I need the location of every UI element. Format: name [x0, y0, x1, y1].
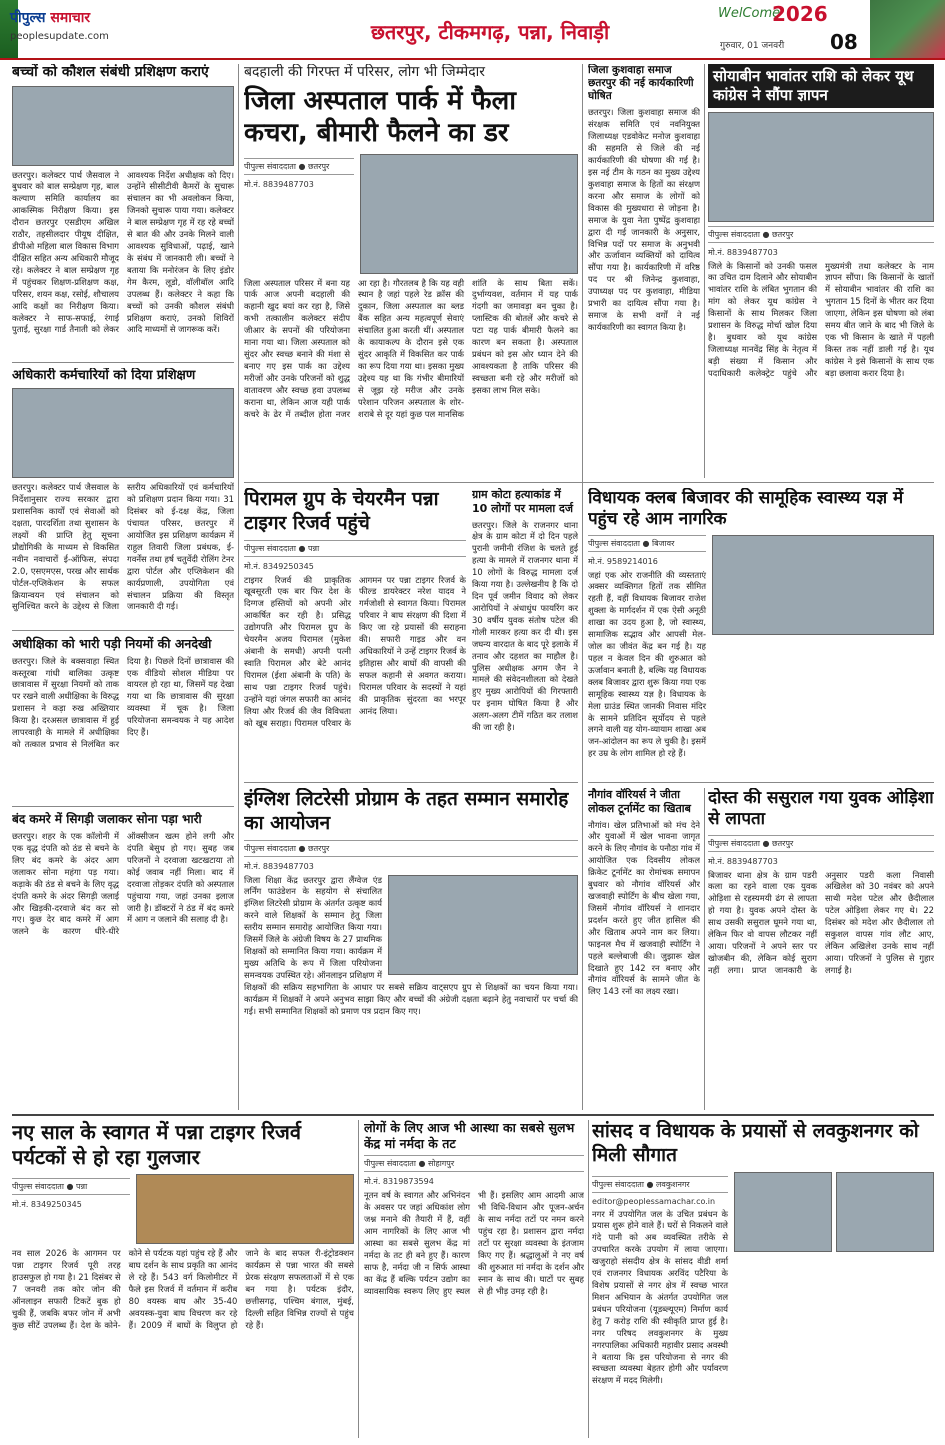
photo-tiger: [136, 1174, 354, 1244]
headline: लोगों के लिए आज भी आस्था का सबसे सुलभ केंद्र मां नर्मदा के तट: [364, 1120, 575, 1151]
story-body: छतरपुर। जिला कुशवाहा समाज की संरक्षक समिति एवं नवनियुक्त जिलाध्यक्ष एडवोकेट मनोज कुशवाहा की सहमति से जिले की नई कार्यकारिणी की घोषणा की गई है। इस नई टीम के गठन का मुख्य उद्देश्य कुशवाहा समाज के हितों का संरक्षण करना और समाज के लोगों को विकास की मुख्यधारा से जोड़ना है। समाज के युवा नेता पुष्पेंद्र कुशवाहा द्वारा दी गई जानकारी के अनुसार, विभिन्न पदों पर समाज के अनुभवी और ऊर्जावान व्यक्तियों को दायित्व सौंपा गया है। कार्यकारिणी में वरिष्ठ पद पर श्री जिनेन्द्र कुशवाहा, उपाध्यक्ष पद पर कुशवाहा, मीडिया प्रभारी का दायित्व सौंपा गया है। समाज के सभी वर्गों ने नई कार्यकारिणी का स्वागत किया है।: [588, 107, 700, 332]
issue-date: गुरुवार, 01 जनवरी: [720, 41, 785, 51]
page-number: 08: [830, 30, 858, 54]
story-body: छतरपुर। शहर के एक कॉलोनी में एक वृद्ध दंपति को ठंड से बचने के लिए बंद कमरे के अंदर आग जलाकर सोना महंगा पड़ गया। कड़ाके की ठंड से बचने के लिए वृद्ध दंपति कमरे के अंदर सिगड़ी जलाई और खिड़की-दरवाजे बंद कर सो गए। कुछ देर बाद कमरे में आग जलने के कारण धीरे-धीरे ऑक्सीजन खत्म होने लगी और दंपति बेसुध हो गए। सुबह जब परिजनों ने दरवाजा खटखटाया तो कोई जवाब नहीं मिला। बाद में दरवाजा तोड़कर दंपति को अस्पताल पहुंचाया गया, जहां उनका इलाज जारी है। डॉक्टरों ने ठंड में बंद कमरे में आग न जलाने की सलाह दी है।: [12, 831, 234, 937]
story-sigdi[interactable]: [12, 812, 234, 1112]
story-body: जहां एक ओर राजनीति की व्यस्तताएं अक्सर व्यक्तिगत हितों तक सीमित रहती हैं, वहीं विधायक बिजावर राजेश शुक्ला के मार्गदर्शन में एक ऐसी अनूठी शाखा का उदय हुआ है, जो स्वास्थ्य, सामाजिक सद्भाव और आपसी मेल-जोल का जीवंत केंद्र बन गई है। यह पहल न केवल दिन की शुरुआत को ऊर्जावान बनाती है, बल्कि यह विधायक क्लब बिजावर द्वारा शुरू किया गया एक सामूहिक स्वास्थ्य यज्ञ है। विधायक के मेला ग्राउंड स्थित जानकी निवास मंदिर के सामने प्रतिदिन सूर्योदय से पहले लगने वाली यह योग-व्यायाम शाखा अब जन-आंदोलन का रूप ले चुकी है। इसमें हर उम्र के लोग शामिल हो रहे हैं।: [588, 569, 706, 759]
story-prashikshan[interactable]: [12, 368, 234, 628]
section-title: छतरपुर, टीकमगढ़, पन्ना, निवाड़ी: [370, 20, 610, 44]
story-body: नूतन वर्ष के स्वागत और अभिनंदन के अवसर पर जहां अधिकांश लोग जश्न मनाने की तैयारी में हैं, वहीं आम नागरिकों के लिए आज भी आस्था का सबसे सुलभ केंद्र मां नर्मदा के तट ही बने हुए हैं। कारण साफ है, नर्मदा जी न सिर्फ आस्था का केंद्र हैं बल्कि पर्यटन उद्योग का व्यावसायिक स्वरूप लिए हुए स्थल भी हैं। इसलिए आम आदमी आज भी विधि-विधान और पूजन-अर्चन के साथ नर्मदा तटों पर नमन करने पहुंच रहा है। प्रशासन द्वारा नर्मदा तटों पर सुरक्षा व्यवस्था के इंतजाम किए गए हैं। श्रद्धालुओं ने नए वर्ष की शुरुआत मां नर्मदा के दर्शन और स्नान के साथ की। घाटों पर सुबह से ही भीड़ उमड़ रही है।: [364, 1190, 584, 1296]
headline: विधायक क्लब बिजावर की सामूहिक स्वास्थ्य यज्ञ में पहुंच रहे आम नागरिक: [588, 488, 904, 530]
story-kushwaha[interactable]: [588, 64, 700, 478]
mobile-number: मो.नं. 8839487703: [708, 856, 778, 866]
mobile-number: मो.नं. 8319873594: [364, 1177, 434, 1187]
editor-email[interactable]: editor@peoplessamachar.co.in: [592, 1196, 716, 1206]
byline: पीपुल्स संवाददाता ● छतरपुर: [244, 158, 354, 175]
mobile-number: मो.नं. 8839487703: [708, 247, 778, 257]
story-body: नौगांव। खेल प्रतिभाओं को मंच देने और युवाओं में खेल भावना जागृत करने के लिए नौगांव के पनौठा गांव में आयोजित एक दिवसीय लोकल क्रिकेट टूर्नामेंट का रोमांचक समापन बुधवार को नौगांव वॉरियर्स और खजवाही स्पोर्टिंग के बीच खेला गया, जिसमें नौगांव वॉरियर्स ने शानदार प्रदर्शन करते हुए जीत हासिल की और खिताब अपने नाम कर लिया। फाइनल मैच में खजवाही स्पोर्टिंग ने पहले बल्लेबाजी की। जुझारू खेल दिखाते हुए 142 रन बनाए और नौगांव वॉरियर्स के सामने जीत के लिए 143 रनों का लक्ष्य रखा।: [588, 819, 700, 997]
headline: अधिकारी कर्मचारियों को दिया प्रशिक्षण: [12, 368, 196, 383]
byline: पीपुल्स संवाददाता ● छतरपुर: [708, 835, 934, 852]
headline: दोस्त की ससुराल गया युवक ओड़िशा से लापता: [708, 788, 934, 830]
story-adhikshak[interactable]: [12, 636, 234, 804]
story-body: छतरपुर। जिले के राजनगर थाना क्षेत्र के ग्राम कोटा में दो दिन पहले पुरानी जमीनी रंजिश के चलते हुई हत्या के मामले में राजनगर थाना में 10 लोगों के विरुद्ध मामला दर्ज किया गया है। उल्लेखनीय है कि दो दिन पूर्व जमीन विवाद को लेकर आरोपियों ने अंधाधुंध फायरिंग कर 30 वर्षीय युवक संतोष पटेल की गोली मारकर हत्या कर दी थी। इस जघन्य वारदात के बाद पूरे इलाके में तनाव और दहशत का माहौल है। पुलिस अधीक्षक अगम जैन ने मामले की संवेदनशीलता को देखते हुए मुख्य आरोपियों की गिरफ्तारी पर इनाम घोषित किया है और अलग-अलग टीमें गठित कर तलाश की जा रही है।: [472, 519, 578, 733]
byline: पीपुल्स संवाददाता ● बिजावर: [588, 535, 706, 552]
story-gramkota[interactable]: [472, 488, 578, 780]
story-body: छतरपुर। कलेक्टर पार्थ जैसवाल ने बुधवार को बाल सम्प्रेक्षण गृह, बाल कल्याण समिति कार्यालय का आकस्मिक निरीक्षण किया। इस दौरान छतरपुर एसडीएम अखिल राठौर, तहसीलदार पीयूष दीक्षित, डीपीओ महिला बाल विकास विभाग दीक्षित सहित अन्य अधिकारी मौजूद रहे। कलेक्टर ने बाल सम्प्रेक्षण गृह में पहुंचकर शिक्षण-प्रशिक्षण कक्ष, परिसर, शयन कक्ष, रसोई, शौचालय आदि कक्षों का निरीक्षण किया। कलेक्टर ने साफ-सफाई, रंगाई पुताई, सुरक्षा गार्ड तैनाती को लेकर आवश्यक निर्देश अधीक्षक को दिए। उन्होंने सीसीटीवी कैमरों के सुचारू संचालन का भी अवलोकन किया, जिनको सुचारू पाया गया। कलेक्टर ने बाल सम्प्रेक्षण गृह में रह रहे बच्चों से बात की और उनके मिलने वाली आवश्यक सुविधाओं, पढ़ाई, खाने के संबंध में जानकारी ली। बच्चों ने बताया कि मनोरंजन के लिए इंडोर गेम कैरम, लूडो, वॉलीबॉल आदि उपलब्ध हैं। कलेक्टर ने कहा कि बच्चों को उनकी कौशल संबंधी प्रशिक्षण कराएं, उनको शिविरों आदि माध्यमों से जागरूक करें।: [12, 169, 234, 335]
photo-training-hall: [12, 388, 234, 478]
photo-mp-portrait: [734, 1172, 832, 1252]
mobile-number: मो.नं. 8349250345: [244, 561, 314, 571]
byline: पीपुल्स संवाददाता ● लवकुशनगर: [592, 1176, 728, 1193]
byline: पीपुल्स संवाददाता ● छतरपुर: [244, 840, 578, 857]
photo-youth-congress-memorandum: [708, 112, 934, 222]
brand-name: पीपुल्स: [10, 10, 46, 26]
newspaper-logo[interactable]: [10, 8, 165, 52]
story-aspatal[interactable]: [244, 64, 578, 480]
mobile-number: मो.नं. 8349250345: [12, 1200, 82, 1209]
headline: ग्राम कोटा हत्याकांड में 10 लोगों पर मामला दर्ज: [472, 488, 574, 515]
website-url[interactable]: peoplesupdate.com: [10, 31, 109, 42]
story-body: टाइगर रिजर्व की प्राकृतिक खूबसूरती एक बार फिर देश के दिग्गज हस्तियों को अपनी ओर आकर्षित कर रही है। प्रसिद्ध उद्योगपति और पिरामल ग्रुप के चेयरमैन अजय पिरामल (मुकेश अंबानी के समधी) अपनी पत्नी स्वाति पिरामल और बेटे आनंद पिरामल (ईशा अंबानी के पति) के साथ पन्ना टाइगर रिजर्व पहुंचे। उन्होंने यहां जंगल सफारी का आनंद लिया और रिजर्व की जैव विविधता को खूब सराहा। पिरामल परिवार के आगमन पर पन्ना टाइगर रिजर्व के फील्ड डायरेक्टर नरेश यादव ने गर्मजोशी से स्वागत किया। पिरामल परिवार ने बाघ संरक्षण की दिशा में किए जा रहे प्रयासों की सराहना की। सफारी गाइड और वन अधिकारियों ने उन्हें टाइगर रिजर्व के इतिहास और बाघों की वापसी की सफल कहानी से अवगत कराया। पिरामल परिवार के सदस्यों ने यहां की प्राकृतिक सुंदरता का भरपूर आनंद लिया।: [244, 574, 466, 728]
story-kaushal[interactable]: [12, 64, 234, 360]
byline: पीपुल्स संवाददाता ● छतरपुर: [708, 226, 934, 243]
headline: अधीक्षिका को भारी पड़ी नियमों की अनदेखी: [12, 636, 212, 651]
story-odisha[interactable]: [708, 788, 934, 1110]
photo-mla-portrait: [836, 1172, 934, 1252]
story-body: जिले के किसानों को उनकी फसल का उचित दाम दिलाने और सोयाबीन भावांतर राशि के लंबित भुगतान की मांग को लेकर यूथ कांग्रेस ने किसानों के साथ मिलकर जिला प्रशासन के विरुद्ध मोर्चा खोल दिया है। बुधवार को यूथ कांग्रेस जिलाध्यक्ष मानवेंद्र सिंह के नेतृत्व में बड़ी संख्या में किसान और पदाधिकारी कलेक्ट्रेट पहुंचे और मुख्यमंत्री तथा कलेक्टर के नाम ज्ञापन सौंपा। कि किसानों के खातों में सोयाबीन भावांतर की राशि का भुगतान 15 दिनों के भीतर कर दिया जाएगा, लेकिन इस घोषणा को लंबा समय बीत जाने के बाद भी जिले के एक भी किसान के खाते में पहली किस्त तक नहीं डाली गई है। यूथ कांग्रेस ने इसे किसानों के साथ एक बड़ा छलावा करार दिया है।: [708, 260, 934, 378]
headline: बंद कमरे में सिगड़ी जलाकर सोना पड़ा भारी: [12, 812, 202, 826]
story-nowgaon[interactable]: [588, 788, 700, 1110]
story-vidhayak[interactable]: [588, 488, 934, 780]
story-tiger[interactable]: [12, 1120, 354, 1438]
mobile-number: मो.नं. 9589214016: [588, 556, 658, 566]
headline: बच्चों को कौशल संबंधी प्रशिक्षण कराएं: [12, 64, 209, 80]
mobile-number: मो.नं. 8839487703: [244, 179, 314, 189]
headline: जिला कुशवाहा समाज छतरपुर की नई कार्यकारिणी घोषित: [588, 64, 694, 103]
headline: पिरामल ग्रुप के चेयरमैन पन्ना टाइगर रिजर्व पहुंचे: [244, 488, 439, 534]
headline: नौगांव वॉरियर्स ने जीता लोकल टूर्नामेंट का खिताब: [588, 788, 691, 815]
photo-yoga-group: [712, 535, 934, 635]
photo-collector-visit: [12, 86, 234, 166]
story-engliteracy[interactable]: [244, 788, 578, 1110]
byline: पीपुल्स संवाददाता ● सोहागपुर: [364, 1155, 584, 1172]
story-body: नव साल 2026 के आगमन पर पन्ना टाइगर रिजर्व पूरी तरह हाउसफुल हो गया है। 21 दिसंबर से 7 जनवरी तक कोर जोन की ऑनलाइन सफारी टिकटें बुक हो चुकी हैं, जबकि बफर जोन में अभी कुछ सीटें उपलब्ध हैं। देश के कोने-कोने से पर्यटक यहां पहुंच रहे हैं और बाघ दर्शन के साथ प्रकृति का आनंद ले रहे हैं। 543 वर्ग किलोमीटर में फैले इस रिजर्व में वर्तमान में करीब 80 वयस्क बाघ और 35-40 अवयस्क-युवा बाघ विचरण कर रहे हैं। 2009 में बाघों के विलुप्त हो जाने के बाद सफल री-इंट्रोडक्शन कार्यक्रम से पन्ना भारत की सबसे प्रेरक संरक्षण सफलताओं में से एक बन गया है। पर्यटक इंदौर, छत्तीसगढ़, पश्चिम बंगाल, मुंबई, दिल्ली सहित विभिन्न राज्यों से पहुंच रहे हैं।: [12, 1248, 354, 1330]
masthead: [0, 0, 945, 60]
story-body: जिला अस्पताल परिसर में बना यह पार्क आज अपनी बदहाली की कहानी खुद बयां कर रहा है, जिसे कभी तत्कालीन कलेक्टर संदीप जीआर के सपनों की परियोजना माना गया था। जिला अस्पताल को सुंदर और स्वच्छ बनाने की मंशा से बनाए गए इस पार्क का उद्देश्य मरीजों और उनके परिजनों को शुद्ध वातावरण और स्वच्छ हवा उपलब्ध कराना था, लेकिन आज यही पार्क कचरे के ढेर में तब्दील होता नजर आ रहा है। गौरतलब है कि यह वही स्थान है जहां पहले रेड क्रॉस की दुकान, जिला अस्पताल का ब्लड बैंक सहित अन्य महत्वपूर्ण सेवाएं संचालित हुआ करती थीं। अस्पताल के कायाकल्प के दौरान इसे एक सुंदर आकृति में विकसित कर पार्क का रूप दिया गया था। इसका मुख्य उद्देश्य यह था कि गंभीर बीमारियों से जूझ रहे मरीज और उनके परेशान परिजन अस्पताल के शोर-शराबे से दूर यहां कुछ पल मानसिक शांति के साथ बिता सकें। दुर्भाग्यवश, वर्तमान में यह पार्क गंदगी का जमावड़ा बन चुका है। प्लास्टिक की बोतलें और कचरे से पटा यह पार्क बीमारी फैलने का कारण बन सकता है। अस्पताल प्रबंधन को इस ओर ध्यान देने की आवश्यकता है ताकि परिसर की स्वच्छता बनी रहे और मरीजों को इसका लाभ मिल सके।: [244, 277, 578, 419]
story-piramal[interactable]: [244, 488, 466, 780]
photo-teachers-group: [388, 875, 578, 975]
story-body: नगर में उपयोगित जल के उचित प्रबंधन के प्रयास शुरू होने वाले हैं। घरों से निकलने वाले गंदे पानी को अब व्यवस्थित तरीके से उपचारित करके उपयोग में लाया जाएगा। खजुराहो संसदीय क्षेत्र के सांसद वीडी शर्मा एवं राजनगर विधायक अरविंद पटैरिया के विशेष प्रयासों से नगर क्षेत्र में स्वच्छ भारत मिशन अभियान के अंतर्गत उपयोगित जल प्रबंधन परियोजना (यूडब्ल्यूएम) निर्माण कार्य हेतु 7 करोड़ राशि की स्वीकृति प्राप्त हुई है। नगर परिषद लवकुशनगर के मुख्य नगरपालिका अधिकारी महावीर प्रसाद अवस्थी ने बताया कि इस परियोजना से नगर की स्वच्छता व्यवस्था बेहतर होगी और पर्यावरण संरक्षण में मदद मिलेगी।: [592, 1208, 728, 1386]
story-body: छतरपुर। जिले के बक्सवाहा स्थित कस्तूरबा गांधी बालिका उत्कृष्ट छात्रावास में सुरक्षा नियमों को ताक पर रखने वाली अधीक्षिका के विरुद्ध प्रशासन ने कड़ा रुख अख्तियार किया है। दरअसल छात्रावास में हुई लापरवाही के मामले में अधीक्षिका को तत्काल प्रभाव से निलंबित कर दिया है। पिछले दिनों छात्रावास की एक वीडियो सोशल मीडिया पर वायरल हो रहा था, जिसमें यह देखा गया था कि छात्रावास की सुरक्षा व्यवस्था में चूक है। जिला परियोजना समन्वयक ने यह आदेश दिए हैं।: [12, 655, 234, 750]
byline: पीपुल्स संवाददाता ● पन्ना: [244, 540, 466, 557]
story-body: बिजावर थाना क्षेत्र के ग्राम पडरी कला का रहने वाला एक युवक ओड़िशा से रहस्यमयी ढंग से लापता हो गया है। युवक अपने दोस्त के साथ उसकी ससुराल घूमने गया था, लेकिन फिर वो वापस लौटकर नहीं आया। परिजनों ने अपने स्तर पर खोजबीन की, लेकिन कोई सुराग नहीं लगा। प्राप्त जानकारी के अनुसार पडरी कला निवासी अखिलेश को 30 नवंबर को अपने साथी मदेश पटेल और छैदीलाल पटेल ओड़िशा लेकर गए थे। 22 दिसंबर को मदेश और छैदीलाल तो सकुशल वापस गांव लौट आए, लेकिन अखिलेश उनके साथ नहीं आया। परिजनों ने पुलिस से गुहार लगाई है।: [708, 869, 934, 975]
mobile-number: मो.नं. 8839487703: [244, 861, 314, 871]
holiday-decoration-right: [870, 0, 945, 58]
welcome-text: WelCome: [718, 6, 781, 21]
headline: सांसद व विधायक के प्रयासों से लवकुशनगर को मिली सौगात: [592, 1120, 919, 1166]
headline: नए साल के स्वागत में पन्ना टाइगर रिजर्व पर्यटकों से हो रहा गुलजार: [12, 1120, 301, 1169]
photo-hospital-park: [360, 154, 578, 274]
headline: इंग्लिश लिटरेसी प्रोग्राम के तहत सम्मान समारोह का आयोजन: [244, 788, 569, 834]
byline: पीपुल्स संवाददाता ● पन्ना: [12, 1178, 130, 1195]
headline: जिला अस्पताल पार्क में फैला कचरा, बीमारी फैलने का डर: [244, 85, 516, 148]
story-body: छतरपुर। कलेक्टर पार्थ जैसवाल के निर्देशानुसार राज्य सरकार द्वारा प्रशासनिक कार्यों एवं सेवाओं को दक्षता, पारदर्शिता तथा सुशासन के लक्ष्यों की प्राप्ति हेतु सूचना प्रौद्योगिकी के माध्यम से विकसित नवीन नवाचारों ई-ऑफिस, संपदा 2.0, एसएमएस, परख और सार्थक पोर्टल-एप्लिकेशन के सफल क्रियान्वयन एवं संचालन को सुनिश्चित करने के उद्देश्य से जिला स्तरीय अधिकारियों एवं कर्मचारियों को प्रशिक्षण प्रदान किया गया। 31 दिसंबर को ई-दक्ष केंद्र, जिला पंचायत परिसर, छतरपुर में आयोजित इस प्रशिक्षण कार्यक्रम में राहुल तिवारी जिला प्रबंधक, ई-गवर्नेंस तथा हर्ष चतुर्वेदी रोलिंग टेनर द्वारा पोर्टल और एप्लिकेशन की कार्यप्रणाली, उपयोगिता एवं संचालन प्रक्रिया की विस्तृत जानकारी दी गई।: [12, 482, 234, 612]
story-body: जिला शिक्षा केंद्र छतरपुर द्वारा लैंग्वेज एंड लर्निंग फाउंडेशन के सहयोग से संचालित इंग्लिश लिटरेसी प्रोग्राम के अंतर्गत उत्कृष्ट कार्य करने वाले शिक्षकों के सम्मान हेतु जिला स्तरीय सम्मान समारोह आयोजित किया गया। जिसमें जिले के अंग्रेजी विषय के 27 प्राथमिक शिक्षकों को सम्मानित किया गया। कार्यक्रम में मुख्य अतिथि के रूप में जिला परियोजना समन्वयक उपस्थित रहे। ऑनलाइन प्रशिक्षण में शिक्षकों की सक्रिय सहभागिता के आधार पर सबसे सक्रिय वाट्सएप ग्रुप से शिक्षकों का चयन किया गया। कार्यक्रम में शिक्षकों ने अपने अनुभव साझा किए और बच्चों की अंग्रेजी दक्षता बढ़ाने हेतु नवाचारों पर चर्चा की गई। सभी सम्मानित शिक्षकों को प्रमाण पत्र प्रदान किए गए।: [244, 874, 578, 1016]
brand-accent: समाचार: [50, 10, 91, 26]
story-soybean[interactable]: [708, 64, 934, 478]
headline: सोयाबीन भावांतर राशि को लेकर यूथ कांग्रेस ने सौंपा ज्ञापन: [713, 67, 914, 104]
kicker: बदहाली की गिरफ्त में परिसर, लोग भी जिम्मेदार: [244, 64, 486, 80]
new-year-text: 2026: [772, 2, 828, 26]
story-lavkush[interactable]: [592, 1120, 934, 1438]
story-narmada[interactable]: [364, 1120, 584, 1438]
